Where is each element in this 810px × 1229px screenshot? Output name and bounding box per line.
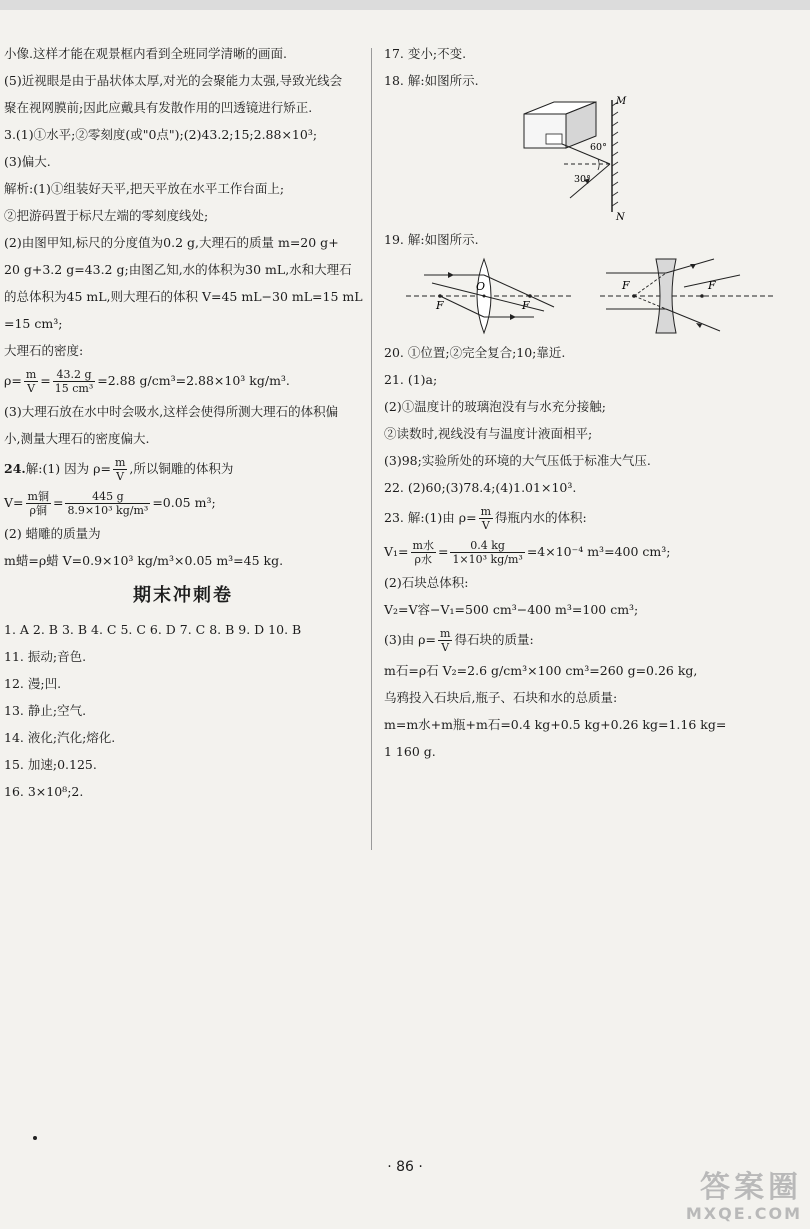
mirror-hatching [612,102,618,206]
projector-box [524,102,596,148]
text-line: m=m水+m瓶+m石=0.4 kg+0.5 kg+0.26 kg=1.16 kg= [384,717,727,732]
label-f: F [622,279,630,292]
q23-line1: 23. 解:(1)由 ρ= $\frac{m}{V}$ 得瓶内水的体积: [384,505,587,532]
text-line: 18. 解:如图所示. [384,73,479,88]
label-o: O [476,280,486,293]
text-line: (5)近视眼是由于晶状体太厚,对光的会聚能力太强,导致光线会 [4,73,343,88]
q23-v1-formula: V₁= $\frac{\text{m水}}{\text{ρ水}}$ = $\frac{0.4 kg}{\text{1×10³ kg/m³}}$ =4×10⁻⁴ m³=400 cm³; [384,539,671,566]
text-line: 21. (1)a; [384,372,438,387]
right-column [384,40,796,765]
text-line: 20 g+3.2 g=43.2 g;由图乙知,水的体积为30 mL,水和大理石 [4,262,352,277]
answer-line: 15. 加速;0.125. [4,757,97,772]
label-f: F [436,299,444,312]
text-line: 1 160 g. [384,744,436,759]
fraction: $\frac{m}{V}$ [114,456,126,483]
text-line: ②把游码置于标尺左端的零刻度线处; [4,208,209,223]
fraction: $\frac{43.2 g}{\text{15 cm³}}$ [54,368,94,395]
text-line: 的总体积为45 mL,则大理石的体积 V=45 mL−30 mL=15 mL [4,289,363,304]
text-line: 3.(1)①水平;②零刻度(或"0点");(2)43.2;15;2.88×10³; [4,127,318,142]
q24-line1: 24.解:(1) 因为 ρ= $\frac{m}{V}$ ,所以铜雕的体积为 [4,456,234,483]
fraction: $\frac{445 g}{\text{8.9×10³ kg/m³}}$ [67,490,149,517]
fraction: $\frac{m}{V}$ [25,368,37,395]
label-n: N [616,212,625,223]
answer-line: 12. 漫;凹. [4,676,62,691]
fraction: $\frac{m}{V}$ [480,505,492,532]
angle-bottom-label: 30° [574,174,591,185]
answer-line: 16. 3×10⁸;2. [4,784,84,799]
watermark-logo: 答案圈 [700,1170,802,1205]
angle-top-label: 60° [590,142,607,153]
mirror-reflection-diagram [384,94,796,226]
fraction: $\frac{m}{V}$ [440,627,451,654]
text-line: 22. (2)60;(3)78.4;(4)1.01×10³. [384,480,577,495]
text-line: 19. 解:如图所示. [384,232,479,247]
text-line: 乌鸦投入石块后,瓶子、石块和水的总质量: [384,690,618,705]
text-line: 解析:(1)①组装好天平,把天平放在水平工作台面上; [4,181,285,196]
text-line: (2)①温度计的玻璃泡没有与水充分接触; [384,399,606,414]
text-line: (2)石块总体积: [384,575,469,590]
text-line: 聚在视网膜前;因此应戴具有发散作用的凹透镜进行矫正. [4,100,313,115]
angle-arc [598,159,599,170]
text-line: m石=ρ石 V₂=2.6 g/cm³×100 cm³=260 g=0.26 kg, [384,663,698,678]
column-divider [371,48,372,850]
answer-line: 14. 液化;汽化;熔化. [4,730,116,745]
section-title: 期末冲刺卷 [133,585,233,606]
label-f: F [522,299,530,312]
text-line: (2)由图甲知,标尺的分度值为0.2 g,大理石的质量 m=20 g+ [4,235,339,250]
text-line: 大理石的密度: [4,343,84,358]
top-scan-edge [0,0,810,10]
text-line: (3)大理石放在水中时会吸水,这样会使得所测大理石的体积偏 [4,404,339,419]
fraction: $\frac{\text{m铜}}{\text{ρ铜}}$ [27,490,49,517]
text-line: =15 cm³; [4,316,63,331]
text-line: ②读数时,视线没有与温度计液面相平; [384,426,593,441]
text-line: (2) 蜡雕的质量为 [4,526,101,541]
text-line: V₂=V容−V₁=500 cm³−400 m³=100 cm³; [384,602,639,617]
answer-line: 13. 静止;空气. [4,703,87,718]
q23-mass-line: (3)由 ρ= $\frac{m}{V}$ 得石块的质量: [384,627,534,654]
answer-line: 1. A 2. B 3. B 4. C 5. C 6. D 7. C 8. B 9. D 10. B [4,622,302,637]
concave-lens-figure [600,259,774,333]
q24-volume-formula: V= $\frac{\text{m铜}}{\text{ρ铜}}$ = $\frac{445 g}{\text{8.9×10³ kg/m³}}$ =0.05 m³; [4,490,216,517]
text-line: 20. ①位置;②完全复合;10;靠近. [384,345,566,360]
text-line: (3)偏大. [4,154,51,169]
text-line: 小像.这样才能在观景框内看到全班同学清晰的画面. [4,46,287,61]
density-formula: ρ= $\frac{m}{V}$ = $\frac{43.2 g}{\text{15 cm³}}$ =2.88 g/cm³=2.88×10³ kg/m³. [4,368,290,395]
watermark [686,1171,802,1223]
text-line: 小,测量大理石的密度偏大. [4,431,150,446]
answer-line: 11. 振动;音色. [4,649,87,664]
text-line: m蜡=ρ蜡 V=0.9×10³ kg/m³×0.05 m³=45 kg. [4,553,284,568]
page-mark [33,1136,37,1140]
page-number: · 86 · [387,1159,423,1175]
text-line: 17. 变小;不变. [384,46,467,61]
watermark-url: MXQE.COM [685,1204,802,1223]
lens-diagram [384,253,796,339]
convex-lens-figure [406,259,574,333]
label-f: F [708,279,716,292]
text-line: (3)98;实验所处的环境的大气压低于标准大气压. [384,453,651,468]
label-m: M [616,96,627,107]
fraction: $\frac{0.4 kg}{\text{1×10³ kg/m³}}$ [452,539,523,566]
fraction: $\frac{\text{m水}}{\text{ρ水}}$ [412,539,434,566]
left-column [4,40,362,805]
